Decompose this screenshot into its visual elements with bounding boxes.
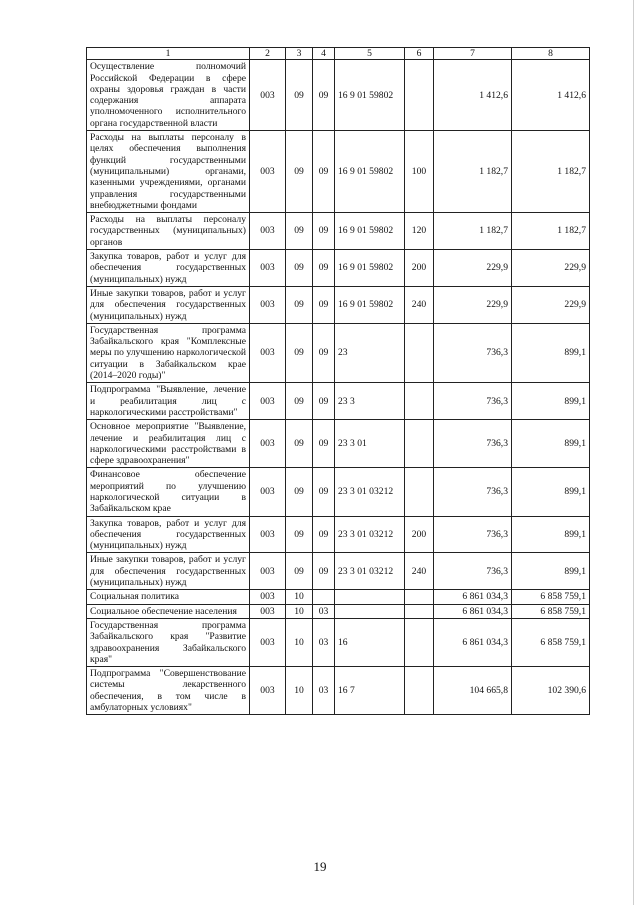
target-article-cell: 23 3 01 [335, 420, 405, 468]
section-code-cell: 09 [286, 250, 313, 287]
admin-code-cell: 003 [250, 213, 286, 250]
amount-year2-cell: 899,1 [512, 553, 590, 590]
header-cell: 7 [434, 48, 512, 60]
item-name-cell: Подпрограмма "Совершенствование системы лекарственного обеспечения, в том числе в амбулаторных условиях" [87, 667, 250, 715]
amount-year1-cell: 736,3 [434, 323, 512, 382]
admin-code-cell: 003 [250, 516, 286, 553]
amount-year2-cell: 899,1 [512, 420, 590, 468]
amount-year2-cell: 1 182,7 [512, 213, 590, 250]
expense-type-cell [405, 618, 434, 666]
budget-table [86, 47, 590, 715]
amount-year1-cell: 6 861 034,3 [434, 604, 512, 618]
amount-year1-cell: 6 861 034,3 [434, 618, 512, 666]
item-name-cell: Закупка товаров, работ и услуг для обеспечения государственных (муниципальных) нужд [87, 250, 250, 287]
table-row [87, 516, 590, 553]
table-row [87, 213, 590, 250]
subsection-code-cell: 03 [313, 618, 335, 666]
item-name-cell: Расходы на выплаты персоналу в целях обеспечения выполнения функций государственными (муниципальными) органами, казенными учреждениями, органами управления государственными внебюджетными фондами [87, 131, 250, 213]
amount-year2-cell: 1 412,6 [512, 60, 590, 131]
subsection-code-cell: 09 [313, 383, 335, 420]
target-article-cell: 16 [335, 618, 405, 666]
subsection-code-cell: 09 [313, 420, 335, 468]
amount-year2-cell: 6 858 759,1 [512, 604, 590, 618]
table-row [87, 286, 590, 323]
subsection-code-cell: 09 [313, 516, 335, 553]
subsection-code-cell: 03 [313, 604, 335, 618]
section-code-cell: 09 [286, 468, 313, 516]
expense-type-cell [405, 667, 434, 715]
admin-code-cell: 003 [250, 618, 286, 666]
subsection-code-cell: 09 [313, 60, 335, 131]
amount-year2-cell: 899,1 [512, 468, 590, 516]
admin-code-cell: 003 [250, 420, 286, 468]
amount-year2-cell: 6 858 759,1 [512, 590, 590, 604]
admin-code-cell: 003 [250, 667, 286, 715]
target-article-cell [335, 604, 405, 618]
admin-code-cell: 003 [250, 604, 286, 618]
expense-type-cell [405, 604, 434, 618]
expense-type-cell: 200 [405, 516, 434, 553]
subsection-code-cell: 09 [313, 131, 335, 213]
amount-year2-cell: 899,1 [512, 383, 590, 420]
expense-type-cell: 240 [405, 553, 434, 590]
amount-year1-cell: 6 861 034,3 [434, 590, 512, 604]
amount-year1-cell: 1 412,6 [434, 60, 512, 131]
admin-code-cell: 003 [250, 590, 286, 604]
subsection-code-cell [313, 590, 335, 604]
expense-type-cell: 100 [405, 131, 434, 213]
section-code-cell: 09 [286, 213, 313, 250]
target-article-cell: 16 9 01 59802 [335, 250, 405, 287]
table-row [87, 468, 590, 516]
item-name-cell: Государственная программа Забайкальского края "Комплексные меры по улучшению наркологической ситуации в Забайкальском крае (2014–2020 годы)" [87, 323, 250, 382]
admin-code-cell: 003 [250, 131, 286, 213]
item-name-cell: Основное мероприятие "Выявление, лечение и реабилитация лиц с наркологическими расстройствами в сфере здравоохранения" [87, 420, 250, 468]
subsection-code-cell: 09 [313, 553, 335, 590]
item-name-cell: Социальное обеспечение населения [87, 604, 250, 618]
admin-code-cell: 003 [250, 60, 286, 131]
header-cell: 2 [250, 48, 286, 60]
admin-code-cell: 003 [250, 250, 286, 287]
page-edge-line [633, 0, 634, 905]
amount-year1-cell: 1 182,7 [434, 213, 512, 250]
section-code-cell: 10 [286, 618, 313, 666]
table-row [87, 590, 590, 604]
section-code-cell: 09 [286, 60, 313, 131]
subsection-code-cell: 09 [313, 213, 335, 250]
expense-type-cell [405, 468, 434, 516]
amount-year1-cell: 736,3 [434, 468, 512, 516]
admin-code-cell: 003 [250, 286, 286, 323]
item-name-cell: Подпрограмма "Выявление, лечение и реабилитация лиц с наркологическими расстройствами" [87, 383, 250, 420]
table-row [87, 60, 590, 131]
header-row [87, 48, 590, 60]
expense-type-cell: 200 [405, 250, 434, 287]
expense-type-cell [405, 590, 434, 604]
target-article-cell: 23 3 [335, 383, 405, 420]
table-row [87, 323, 590, 382]
amount-year2-cell: 229,9 [512, 250, 590, 287]
amount-year1-cell: 736,3 [434, 516, 512, 553]
amount-year2-cell: 102 390,6 [512, 667, 590, 715]
target-article-cell: 16 9 01 59802 [335, 131, 405, 213]
admin-code-cell: 003 [250, 553, 286, 590]
table-row [87, 131, 590, 213]
amount-year2-cell: 899,1 [512, 516, 590, 553]
amount-year2-cell: 229,9 [512, 286, 590, 323]
amount-year1-cell: 736,3 [434, 420, 512, 468]
table-row [87, 553, 590, 590]
item-name-cell: Социальная политика [87, 590, 250, 604]
target-article-cell: 16 9 01 59802 [335, 60, 405, 131]
header-cell: 6 [405, 48, 434, 60]
table-row [87, 383, 590, 420]
section-code-cell: 10 [286, 590, 313, 604]
item-name-cell: Осуществление полномочий Российской Федерации в сфере охраны здоровья граждан в части содержания аппарата уполномоченного исполнительного органа государственной власти [87, 60, 250, 131]
header-cell: 3 [286, 48, 313, 60]
expense-type-cell [405, 420, 434, 468]
target-article-cell [335, 590, 405, 604]
page-number: 19 [313, 859, 327, 874]
section-code-cell: 09 [286, 383, 313, 420]
target-article-cell: 23 3 01 03212 [335, 516, 405, 553]
amount-year1-cell: 1 182,7 [434, 131, 512, 213]
table-row [87, 604, 590, 618]
subsection-code-cell: 03 [313, 667, 335, 715]
section-code-cell: 09 [286, 516, 313, 553]
amount-year1-cell: 736,3 [434, 553, 512, 590]
subsection-code-cell: 09 [313, 468, 335, 516]
amount-year1-cell: 229,9 [434, 286, 512, 323]
subsection-code-cell: 09 [313, 286, 335, 323]
target-article-cell: 16 7 [335, 667, 405, 715]
target-article-cell: 23 3 01 03212 [335, 468, 405, 516]
subsection-code-cell: 09 [313, 323, 335, 382]
section-code-cell: 10 [286, 604, 313, 618]
target-article-cell: 23 3 01 03212 [335, 553, 405, 590]
amount-year2-cell: 1 182,7 [512, 131, 590, 213]
expense-type-cell [405, 383, 434, 420]
amount-year1-cell: 229,9 [434, 250, 512, 287]
section-code-cell: 09 [286, 323, 313, 382]
target-article-cell: 23 [335, 323, 405, 382]
item-name-cell: Закупка товаров, работ и услуг для обеспечения государственных (муниципальных) нужд [87, 516, 250, 553]
section-code-cell: 10 [286, 667, 313, 715]
expense-type-cell: 120 [405, 213, 434, 250]
amount-year1-cell: 104 665,8 [434, 667, 512, 715]
target-article-cell: 16 9 01 59802 [335, 286, 405, 323]
amount-year2-cell: 899,1 [512, 323, 590, 382]
admin-code-cell: 003 [250, 323, 286, 382]
header-cell: 5 [335, 48, 405, 60]
section-code-cell: 09 [286, 131, 313, 213]
admin-code-cell: 003 [250, 468, 286, 516]
expense-type-cell [405, 323, 434, 382]
header-cell: 4 [313, 48, 335, 60]
item-name-cell: Иные закупки товаров, работ и услуг для обеспечения государственных (муниципальных) нужд [87, 286, 250, 323]
admin-code-cell: 003 [250, 383, 286, 420]
section-code-cell: 09 [286, 553, 313, 590]
section-code-cell: 09 [286, 420, 313, 468]
header-cell: 1 [87, 48, 250, 60]
item-name-cell: Расходы на выплаты персоналу государственных (муниципальных) органов [87, 213, 250, 250]
item-name-cell: Иные закупки товаров, работ и услуг для обеспечения государственных (муниципальных) нужд [87, 553, 250, 590]
item-name-cell: Финансовое обеспечение мероприятий по улучшению наркологической ситуации в Забайкальском крае [87, 468, 250, 516]
amount-year1-cell: 736,3 [434, 383, 512, 420]
amount-year2-cell: 6 858 759,1 [512, 618, 590, 666]
target-article-cell: 16 9 01 59802 [335, 213, 405, 250]
header-cell: 8 [512, 48, 590, 60]
expense-type-cell [405, 60, 434, 131]
table-row [87, 420, 590, 468]
section-code-cell: 09 [286, 286, 313, 323]
table-row [87, 250, 590, 287]
table-row [87, 667, 590, 715]
table-row [87, 618, 590, 666]
expense-type-cell: 240 [405, 286, 434, 323]
subsection-code-cell: 09 [313, 250, 335, 287]
item-name-cell: Государственная программа Забайкальского края "Развитие здравоохранения Забайкальского края" [87, 618, 250, 666]
